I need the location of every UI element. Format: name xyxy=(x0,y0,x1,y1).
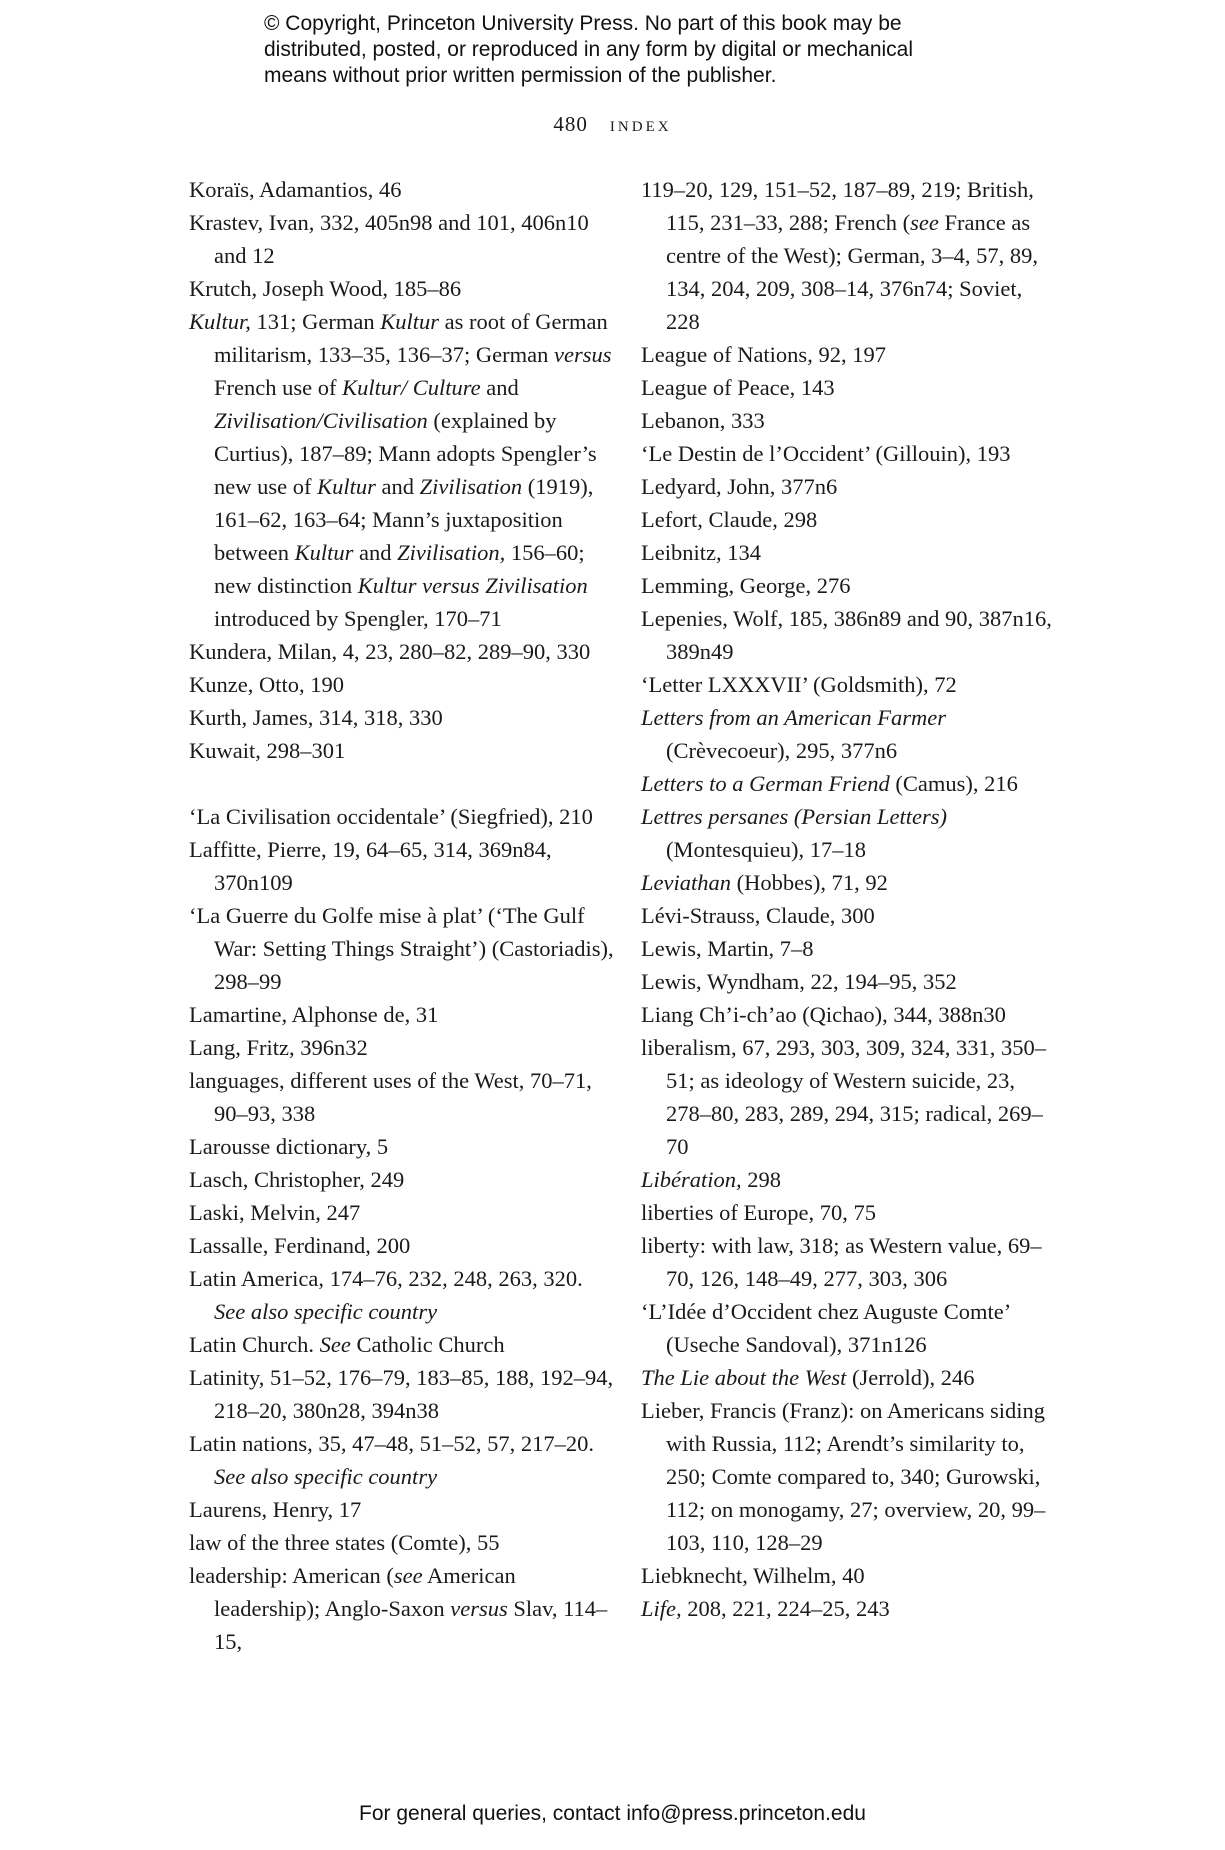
copyright-line-3: means without prior written permission of the publisher. xyxy=(264,64,777,87)
index-entry xyxy=(189,1526,619,1559)
entry-text: French use of xyxy=(214,375,343,400)
entry-text: as root of German militarism, 133–35, 136–37; German xyxy=(214,309,608,367)
index-entry xyxy=(641,899,1061,932)
index-entry xyxy=(189,833,619,899)
index-entry xyxy=(641,1295,1061,1361)
index-entry xyxy=(189,1229,619,1262)
entry-text: Lebanon, 333 xyxy=(641,408,765,433)
index-entry xyxy=(641,998,1061,1031)
italic-text: Letters to a German Friend xyxy=(641,771,890,796)
index-entry xyxy=(189,1493,619,1526)
entry-text: Liebknecht, Wilhelm, 40 xyxy=(641,1563,865,1588)
entry-text: Laurens, Henry, 17 xyxy=(189,1497,362,1522)
index-entry xyxy=(189,1559,619,1658)
index-entry xyxy=(189,1196,619,1229)
italic-text: Kultur versus Zivilisation xyxy=(357,573,588,598)
entry-text: Krutch, Joseph Wood, 185–86 xyxy=(189,276,462,301)
index-entry xyxy=(641,1229,1061,1295)
index-entry xyxy=(641,1163,1061,1196)
index-entry xyxy=(189,1262,619,1328)
entry-text: Catholic Church xyxy=(350,1332,505,1357)
index-entry xyxy=(641,371,1061,404)
index-entry xyxy=(641,1394,1061,1559)
italic-text: Libération, xyxy=(641,1167,742,1192)
entry-text: 119–20, 129, 151–52, 187–89, 219; British, 115, 231–33, 288; French ( xyxy=(641,177,1034,235)
index-entry xyxy=(641,503,1061,536)
entry-text: 156–60; new distinction xyxy=(214,540,585,598)
index-entry xyxy=(641,1592,1061,1625)
index-entry xyxy=(641,338,1061,371)
entry-text: leadership: American ( xyxy=(189,1563,394,1588)
index-entry xyxy=(641,1361,1061,1394)
entry-text: Liang Ch’i-ch’ao (Qichao), 344, 388n30 xyxy=(641,1002,1006,1027)
index-entry xyxy=(641,1031,1061,1163)
entry-text: ‘La Civilisation occidentale’ (Siegfried), 210 xyxy=(189,804,593,829)
index-entry xyxy=(189,1064,619,1130)
entry-text: (Montesquieu), 17–18 xyxy=(666,837,866,862)
index-entry xyxy=(641,866,1061,899)
entry-text: 208, 221, 224–25, 243 xyxy=(681,1596,890,1621)
italic-text: Letters from an American Farmer xyxy=(641,705,946,730)
footer-contact: For general queries, contact info@press.princeton.edu xyxy=(359,1802,866,1825)
italic-text: see xyxy=(393,1563,423,1588)
entry-text: and xyxy=(375,474,420,499)
index-entry xyxy=(641,965,1061,998)
index-entry xyxy=(189,998,619,1031)
index-entry xyxy=(641,602,1061,668)
entry-text: ‘La Guerre du Golfe mise à plat’ (‘The Gulf War: Setting Things Straight’) (Castoriadis), 298–99 xyxy=(189,903,614,994)
index-column-right xyxy=(641,173,1061,1625)
entry-text: Lieber, Francis (Franz): on Americans siding with Russia, 112; Arendt’s similarity to, 250; Comte compared to, 340; Gurowski, 112; on monogamy, 27; overview, 20, 99–103, 110, 128–29 xyxy=(641,1398,1046,1555)
entry-text: Kunze, Otto, 190 xyxy=(189,672,344,697)
entry-text: American leadership); Anglo-Saxon xyxy=(214,1563,516,1621)
entry-text: Larousse dictionary, 5 xyxy=(189,1134,389,1159)
index-entry xyxy=(189,1328,619,1361)
entry-text: liberty: with law, 318; as Western value, 69–70, 126, 148–49, 277, 303, 306 xyxy=(641,1233,1042,1291)
entry-text: Leibnitz, 134 xyxy=(641,540,761,565)
entry-text: (1919), 161–62, 163–64; Mann’s juxtaposition between xyxy=(214,474,594,565)
entry-text: ‘Letter LXXXVII’ (Goldsmith), 72 xyxy=(641,672,957,697)
entry-text: League of Peace, 143 xyxy=(641,375,835,400)
entry-text: Lang, Fritz, 396n32 xyxy=(189,1035,368,1060)
entry-text: Kuwait, 298–301 xyxy=(189,738,346,763)
index-entry xyxy=(189,668,619,701)
italic-text: Kultur xyxy=(380,309,440,334)
index-entry xyxy=(641,767,1061,800)
entry-text: liberties of Europe, 70, 75 xyxy=(641,1200,876,1225)
italic-text: See xyxy=(319,1332,351,1357)
entry-text: Lamartine, Alphonse de, 31 xyxy=(189,1002,439,1027)
italic-text: Kultur, xyxy=(189,309,251,334)
running-head xyxy=(0,112,1225,137)
italic-text: Kultur/ Culture xyxy=(342,375,481,400)
index-entry xyxy=(189,206,619,272)
copyright-line-1: © Copyright, Princeton University Press. No part of this book may be xyxy=(264,12,902,35)
entry-text: (explained by Curtius), 187–89; Mann adopts Spengler’s new use of xyxy=(214,408,597,499)
index-entry xyxy=(189,1031,619,1064)
page-title: index xyxy=(609,112,672,136)
entry-text: Latin Church. xyxy=(189,1332,320,1357)
index-entry xyxy=(641,668,1061,701)
italic-text: versus xyxy=(450,1596,508,1621)
entry-text: liberalism, 67, 293, 303, 309, 324, 331, 350–51; as ideology of Western suicide, 23, 278–80, 283, 289, 294, 315; radical, 269–70 xyxy=(641,1035,1046,1159)
italic-text: Life, xyxy=(641,1596,682,1621)
index-entry xyxy=(641,437,1061,470)
entry-text: Laski, Melvin, 247 xyxy=(189,1200,361,1225)
entry-text: and xyxy=(353,540,398,565)
italic-text: Zivilisation/Civilisation xyxy=(214,408,428,433)
entry-text: Lemming, George, 276 xyxy=(641,573,851,598)
entry-text: languages, different uses of the West, 70–71, 90–93, 338 xyxy=(189,1068,592,1126)
index-column-left xyxy=(189,173,619,1658)
index-entry xyxy=(189,1361,619,1427)
index-entry xyxy=(641,404,1061,437)
italic-text: Zivilisation xyxy=(419,474,523,499)
index-entry xyxy=(641,800,1061,866)
italic-text: Lettres persanes (Persian Letters) xyxy=(641,804,948,829)
italic-text: Zivilisation, xyxy=(397,540,506,565)
entry-text: Latin nations, 35, 47–48, 51–52, 57, 217–20. xyxy=(189,1431,594,1456)
italic-text: Kultur xyxy=(317,474,376,499)
entry-text: ‘L’Idée d’Occident chez Auguste Comte’ (Useche Sandoval), 371n126 xyxy=(641,1299,1010,1357)
italic-text: Kultur xyxy=(294,540,354,565)
entry-text: Lewis, Martin, 7–8 xyxy=(641,936,814,961)
entry-text: Kundera, Milan, 4, 23, 280–82, 289–90, 330 xyxy=(189,639,591,664)
entry-text: Laffitte, Pierre, 19, 64–65, 314, 369n84, 370n109 xyxy=(189,837,552,895)
index-entry xyxy=(641,173,1061,338)
italic-text: Leviathan xyxy=(641,870,731,895)
index-entry xyxy=(189,272,619,305)
entry-text: League of Nations, 92, 197 xyxy=(641,342,886,367)
index-entry xyxy=(189,800,619,833)
index-entry xyxy=(189,1163,619,1196)
index-entry xyxy=(641,569,1061,602)
copyright-notice xyxy=(264,11,1024,89)
entry-text: (Jerrold), 246 xyxy=(846,1365,975,1390)
entry-text: Lewis, Wyndham, 22, 194–95, 352 xyxy=(641,969,957,994)
entry-text: ‘Le Destin de l’Occident’ (Gillouin), 193 xyxy=(641,441,1011,466)
index-entry xyxy=(641,536,1061,569)
entry-text: Lassalle, Ferdinand, 200 xyxy=(189,1233,411,1258)
index-entry xyxy=(189,1130,619,1163)
index-entry xyxy=(189,305,619,635)
entry-text: 131; German xyxy=(250,309,381,334)
index-entry xyxy=(641,470,1061,503)
index-entry xyxy=(189,734,619,767)
entry-text: Kurth, James, 314, 318, 330 xyxy=(189,705,443,730)
entry-text: Latinity, 51–52, 176–79, 183–85, 188, 192–94, 218–20, 380n28, 394n38 xyxy=(189,1365,614,1423)
entry-text: (Crèvecoeur), 295, 377n6 xyxy=(666,738,898,763)
index-entry xyxy=(189,701,619,734)
italic-text: The Lie about the West xyxy=(641,1365,847,1390)
entry-text: introduced by Spengler, 170–71 xyxy=(214,606,502,631)
entry-text: Latin America, 174–76, 232, 248, 263, 320. xyxy=(189,1266,583,1291)
italic-text: versus xyxy=(553,342,612,367)
index-entry xyxy=(189,899,619,998)
italic-text: See also specific country xyxy=(214,1299,438,1324)
entry-text: (Camus), 216 xyxy=(889,771,1018,796)
entry-text: Krastev, Ivan, 332, 405n98 and 101, 406n10 and 12 xyxy=(189,210,589,268)
index-entry xyxy=(641,932,1061,965)
page-number: 480 xyxy=(553,112,588,136)
entry-text: Koraïs, Adamantios, 46 xyxy=(189,177,402,202)
entry-text: Lasch, Christopher, 249 xyxy=(189,1167,405,1192)
copyright-line-2: distributed, posted, or reproduced in any form by digital or mechanical xyxy=(264,38,914,61)
index-entry xyxy=(641,1559,1061,1592)
entry-text: Ledyard, John, 377n6 xyxy=(641,474,838,499)
entry-text: law of the three states (Comte), 55 xyxy=(189,1530,500,1555)
entry-text: Lepenies, Wolf, 185, 386n89 and 90, 387n16, 389n49 xyxy=(641,606,1052,664)
italic-text: see xyxy=(910,210,939,235)
entry-text: Lefort, Claude, 298 xyxy=(641,507,818,532)
index-entry xyxy=(189,1427,619,1493)
italic-text: See also specific country xyxy=(214,1464,438,1489)
entry-text: France as centre of the West); German, 3–4, 57, 89, 134, 204, 209, 308–14, 376n74; Soviet, 228 xyxy=(666,210,1039,334)
index-entry xyxy=(189,173,619,206)
index-entry xyxy=(641,1196,1061,1229)
index-entry xyxy=(641,701,1061,767)
entry-text: and xyxy=(480,375,519,400)
entry-text: 298 xyxy=(741,1167,782,1192)
index-entry xyxy=(189,635,619,668)
entry-text: (Hobbes), 71, 92 xyxy=(731,870,888,895)
entry-text: Lévi-Strauss, Claude, 300 xyxy=(641,903,875,928)
entry-text: Slav, 114–15, xyxy=(214,1596,608,1654)
